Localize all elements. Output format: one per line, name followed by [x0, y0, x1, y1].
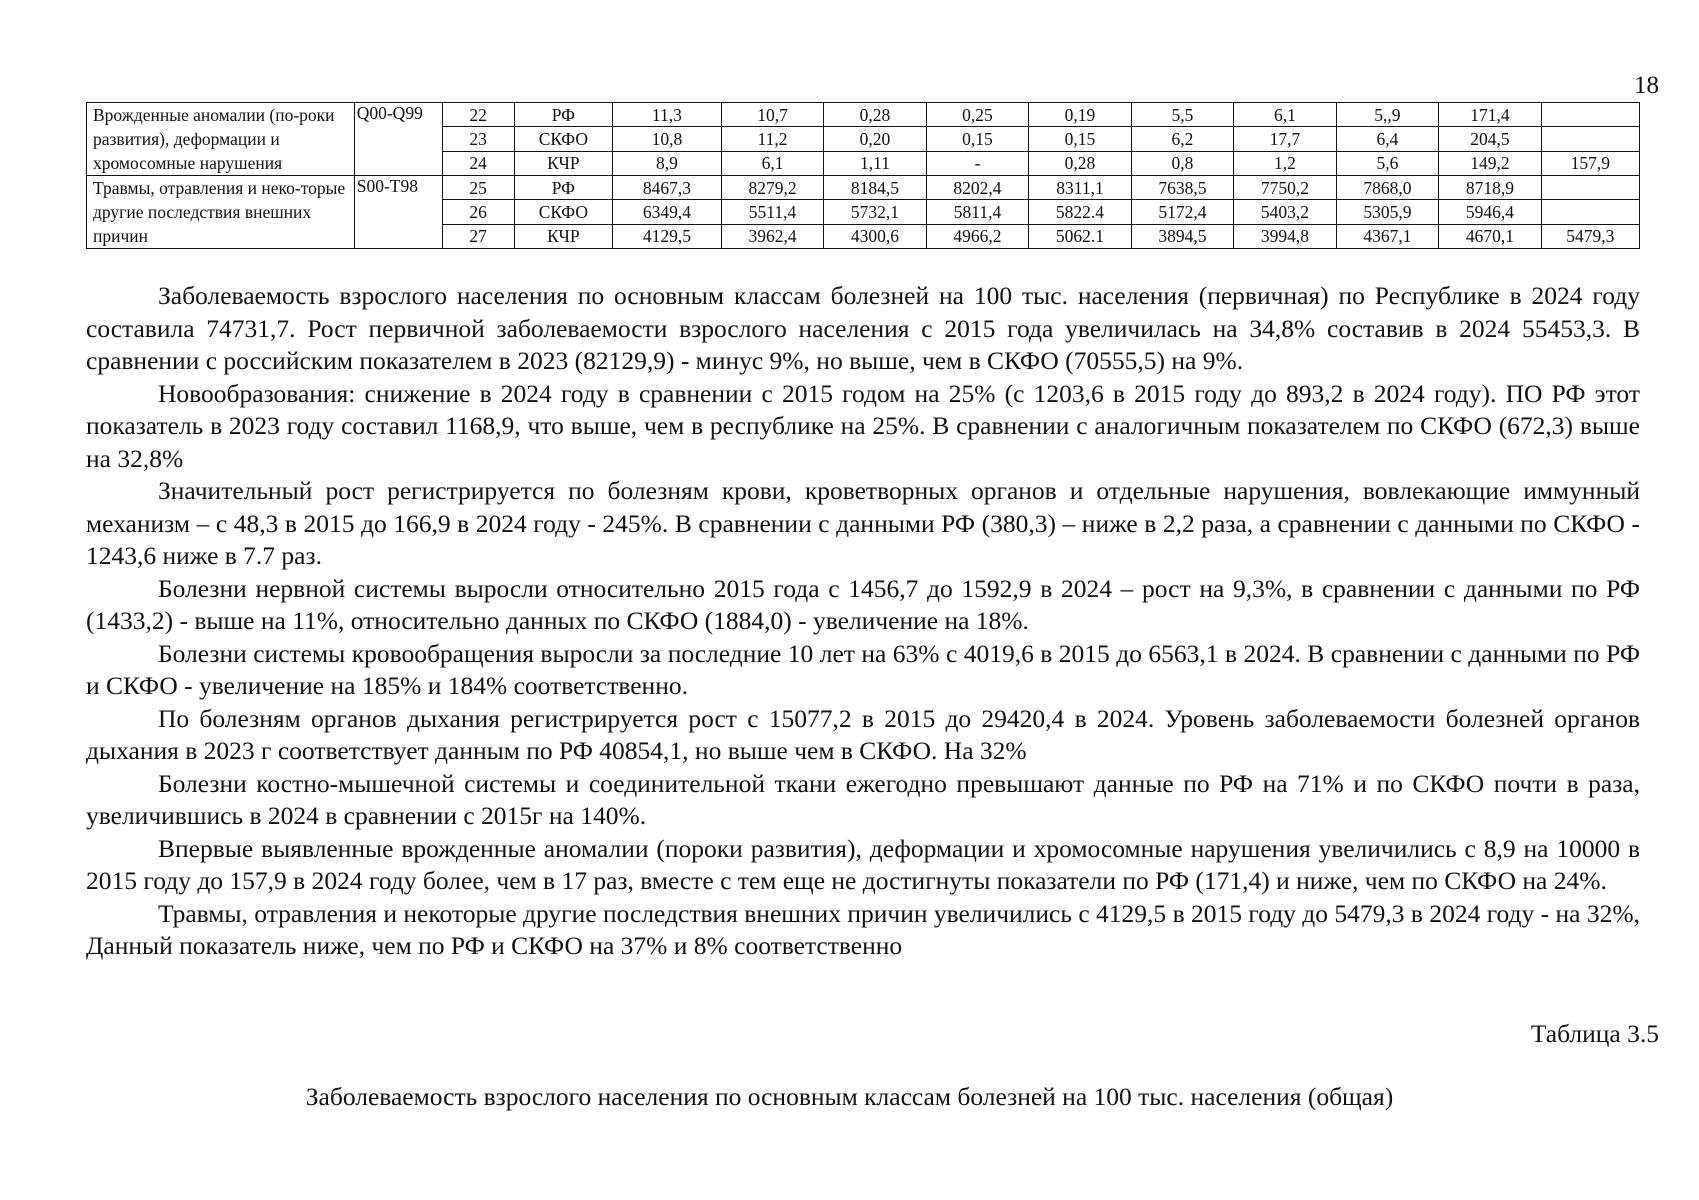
- disease-class-name: Травмы, отравления и неко-торые другие последствия внешних причин: [87, 176, 355, 249]
- value-cell: 10,7: [721, 103, 823, 127]
- paragraph: По болезням органов дыхания регистрируется рост с 15077,2 в 2015 до 29420,4 в 2024. Уровень заболеваемости болезней органов дыхания в 2023 г соответствует данным по РФ 40854,1, но выше чем в СКФО. На 32%: [86, 703, 1640, 765]
- value-cell: 5172,4: [1131, 200, 1233, 224]
- body-text: [86, 280, 1640, 963]
- row-number: 24: [442, 151, 514, 175]
- value-cell: 11,2: [721, 127, 823, 151]
- table-row: [87, 103, 1640, 127]
- value-cell: 0,20: [824, 127, 926, 151]
- paragraph: Болезни нервной системы выросли относительно 2015 года с 1456,7 до 1592,9 в 2024 – рост на 9,3%, в сравнении с данными по РФ (1433,2) - выше на 11%, относительно данных по СКФО (1884,0) - увеличение на 18%.: [86, 573, 1640, 635]
- paragraph: Травмы, отравления и некоторые другие последствия внешних причин увеличились с 4129,5 в 2015 году до 5479,3 в 2024 году - на 32%, Данный показатель ниже, чем по РФ и СКФО на 37% и 8% соответственно: [86, 898, 1640, 960]
- icd-code: S00-T98: [354, 176, 442, 249]
- value-cell: 7868,0: [1336, 176, 1438, 200]
- value-cell: 4300,6: [824, 224, 926, 248]
- row-number: 26: [442, 200, 514, 224]
- value-cell: 6,2: [1131, 127, 1233, 151]
- value-cell: 1,2: [1234, 151, 1336, 175]
- paragraph: Значительный рост регистрируется по болезням крови, кроветворных органов и отдельные нарушения, вовлекающие иммунный механизм – с 48,3 в 2015 до 166,9 в 2024 году - 245%. В сравнении с данными РФ (380,3) – ниже в 2,2 раза, а сравнении с данными по СКФО - 1243,6 ниже в 7.7 раз.: [86, 476, 1640, 570]
- value-cell: 11,3: [613, 103, 722, 127]
- value-cell: 5,6: [1336, 151, 1438, 175]
- value-cell: 10,8: [613, 127, 722, 151]
- value-cell: 6,1: [721, 151, 823, 175]
- value-cell: 3894,5: [1131, 224, 1233, 248]
- value-cell: 0,28: [1029, 151, 1131, 175]
- value-cell: 0,28: [824, 103, 926, 127]
- value-cell: 8718,9: [1439, 176, 1541, 200]
- value-cell: 5062.1: [1029, 224, 1131, 248]
- value-cell: [1541, 200, 1639, 224]
- value-cell: 0,25: [926, 103, 1028, 127]
- value-cell: 7638,5: [1131, 176, 1233, 200]
- value-cell: 0,8: [1131, 151, 1233, 175]
- table-row: [87, 176, 1640, 200]
- morbidity-table: [86, 102, 1640, 249]
- value-cell: 204,5: [1439, 127, 1541, 151]
- region-cell: СКФО: [514, 127, 612, 151]
- value-cell: 5403,2: [1234, 200, 1336, 224]
- row-number: 25: [442, 176, 514, 200]
- value-cell: 0,19: [1029, 103, 1131, 127]
- value-cell: 8279,2: [721, 176, 823, 200]
- value-cell: 8467,3: [613, 176, 722, 200]
- value-cell: 5,5: [1131, 103, 1233, 127]
- value-cell: 149,2: [1439, 151, 1541, 175]
- region-cell: РФ: [514, 103, 612, 127]
- value-cell: 4129,5: [613, 224, 722, 248]
- value-cell: 5,,9: [1336, 103, 1438, 127]
- page-number: 18: [1634, 72, 1659, 99]
- value-cell: 4367,1: [1336, 224, 1438, 248]
- value-cell: [1541, 103, 1639, 127]
- paragraph: Заболеваемость взрослого населения по основным классам болезней на 100 тыс. населения (первичная) по Республике в 2024 году составила 74731,7. Рост первичной заболеваемости взрослого населения с 2015 года увеличилась на 34,8% составив в 2024 55453,3. В сравнении с российским показателем в 2023 (82129,9) - минус 9%, но выше, чем в СКФО (70555,5) на 9%.: [86, 281, 1640, 375]
- value-cell: 0,15: [1029, 127, 1131, 151]
- value-cell: 4670,1: [1439, 224, 1541, 248]
- value-cell: [1541, 127, 1639, 151]
- value-cell: 5946,4: [1439, 200, 1541, 224]
- value-cell: 5305,9: [1336, 200, 1438, 224]
- disease-class-name: Врожденные аномалии (по-роки развития), деформации и хромосомные нарушения: [87, 103, 355, 176]
- value-cell: 157,9: [1541, 151, 1639, 175]
- value-cell: 8202,4: [926, 176, 1028, 200]
- value-cell: 5811,4: [926, 200, 1028, 224]
- value-cell: 5822.4: [1029, 200, 1131, 224]
- value-cell: 1,11: [824, 151, 926, 175]
- value-cell: 8184,5: [824, 176, 926, 200]
- value-cell: 4966,2: [926, 224, 1028, 248]
- value-cell: 17,7: [1234, 127, 1336, 151]
- value-cell: 6,1: [1234, 103, 1336, 127]
- value-cell: 3994,8: [1234, 224, 1336, 248]
- value-cell: 6349,4: [613, 200, 722, 224]
- row-number: 27: [442, 224, 514, 248]
- region-cell: СКФО: [514, 200, 612, 224]
- value-cell: 5479,3: [1541, 224, 1639, 248]
- region-cell: КЧР: [514, 224, 612, 248]
- value-cell: 7750,2: [1234, 176, 1336, 200]
- region-cell: РФ: [514, 176, 612, 200]
- value-cell: 8311,1: [1029, 176, 1131, 200]
- value-cell: 0,15: [926, 127, 1028, 151]
- table-title: Заболеваемость взрослого населения по основным классам болезней на 100 тыс. населения (общая): [305, 1082, 1394, 1111]
- paragraph: Новообразования: снижение в 2024 году в сравнении с 2015 годом на 25% (с 1203,6 в 2015 году до 893,2 в 2024 году). ПО РФ этот показатель в 2023 году составил 1168,9, что выше, чем в республике на 25%. В сравнении с аналогичным показателем по СКФО (672,3) выше на 32,8%: [86, 378, 1640, 473]
- value-cell: -: [926, 151, 1028, 175]
- value-cell: 5511,4: [721, 200, 823, 224]
- table-body: [87, 103, 1640, 249]
- value-cell: 171,4: [1439, 103, 1541, 127]
- value-cell: [1541, 176, 1639, 200]
- value-cell: 3962,4: [721, 224, 823, 248]
- icd-code: Q00-Q99: [354, 103, 442, 176]
- value-cell: 6,4: [1336, 127, 1438, 151]
- region-cell: КЧР: [514, 151, 612, 175]
- paragraph: Впервые выявленные врожденные аномалии (пороки развития), деформации и хромосомные нарушения увеличились с 8,9 на 10000 в 2015 году до 157,9 в 2024 году более, чем в 17 раз, вместе с тем еще не достигнуты показатели по РФ (171,4) и ниже, чем по СКФО на 24%.: [86, 833, 1640, 895]
- paragraph: Болезни системы кровообращения выросли за последние 10 лет на 63% с 4019,6 в 2015 до 6563,1 в 2024. В сравнении с данными по РФ и СКФО - увеличение на 185% и 184% соответственно.: [86, 638, 1640, 700]
- value-cell: 8,9: [613, 151, 722, 175]
- row-number: 22: [442, 103, 514, 127]
- row-number: 23: [442, 127, 514, 151]
- table-label: Таблица 3.5: [1530, 1019, 1659, 1048]
- value-cell: 5732,1: [824, 200, 926, 224]
- paragraph: Болезни костно-мышечной системы и соединительной ткани ежегодно превышают данные по РФ на 71% и по СКФО почти в раза, увеличившись в 2024 в сравнении с 2015г на 140%.: [86, 768, 1640, 830]
